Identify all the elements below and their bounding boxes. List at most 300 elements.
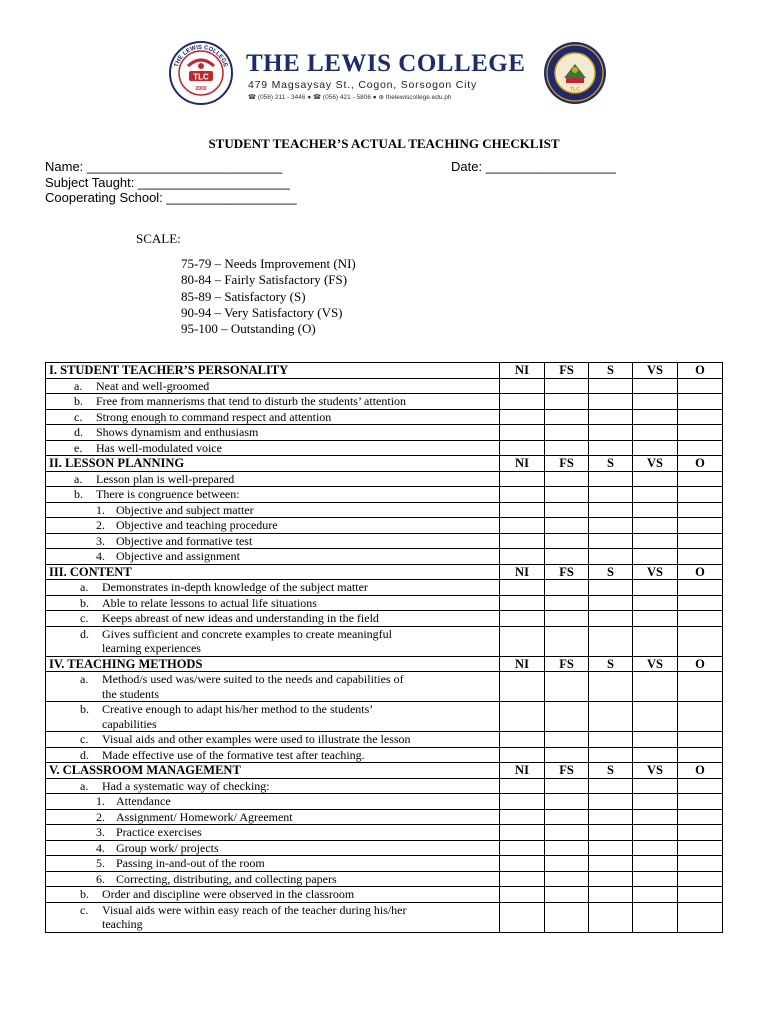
section-title: V. CLASSROOM MANAGEMENT xyxy=(46,763,500,779)
rating-cell-o[interactable] xyxy=(678,378,723,394)
college-address: 479 Magsaysay St., Cogon, Sorsogon City xyxy=(248,79,478,91)
criterion-cell xyxy=(46,502,500,518)
rating-cell-vs[interactable] xyxy=(633,887,678,903)
criterion-marker: 5. xyxy=(96,856,105,870)
rating-header-vs: VS xyxy=(633,564,678,580)
rating-cell-ni[interactable] xyxy=(500,440,545,456)
rating-cell-vs[interactable] xyxy=(633,794,678,810)
criterion-marker: b. xyxy=(74,487,83,501)
rating-cell-ni[interactable] xyxy=(500,533,545,549)
rating-cell-fs[interactable] xyxy=(545,394,589,410)
table-row xyxy=(46,747,723,763)
rating-cell-o[interactable] xyxy=(678,580,723,596)
rating-cell-vs[interactable] xyxy=(633,809,678,825)
rating-cell-vs[interactable] xyxy=(633,672,678,702)
rating-cell-s[interactable] xyxy=(589,518,633,534)
rating-header-o: O xyxy=(678,363,723,379)
rating-cell-fs[interactable] xyxy=(545,440,589,456)
table-row xyxy=(46,549,723,565)
criterion-marker: 1. xyxy=(96,502,105,517)
criterion-cell xyxy=(46,702,500,732)
criterion-marker: a. xyxy=(80,672,89,686)
rating-cell-o[interactable] xyxy=(678,394,723,410)
criterion-cell xyxy=(46,394,500,410)
rating-cell-fs[interactable] xyxy=(545,533,589,549)
rating-cell-o[interactable] xyxy=(678,856,723,872)
rating-cell-vs[interactable] xyxy=(633,487,678,503)
rating-cell-s[interactable] xyxy=(589,549,633,565)
rating-cell-fs[interactable] xyxy=(545,732,589,748)
rating-cell-fs[interactable] xyxy=(545,747,589,763)
table-row xyxy=(46,487,723,503)
rating-cell-ni[interactable] xyxy=(500,778,545,794)
criterion-cell xyxy=(46,533,500,549)
criterion-cell xyxy=(46,732,500,748)
table-row xyxy=(46,595,723,611)
rating-cell-fs[interactable] xyxy=(545,825,589,841)
rating-cell-o[interactable] xyxy=(678,595,723,611)
scale-item: 85-89 – Satisfactory (S) xyxy=(181,288,306,304)
criterion-marker: d. xyxy=(80,626,89,641)
table-row xyxy=(46,611,723,627)
rating-cell-o[interactable] xyxy=(678,809,723,825)
rating-cell-fs[interactable] xyxy=(545,702,589,732)
rating-header-s: S xyxy=(589,363,633,379)
rating-cell-ni[interactable] xyxy=(500,487,545,503)
rating-header-fs: FS xyxy=(545,456,589,472)
section-header-row xyxy=(46,456,723,472)
rating-cell-ni[interactable] xyxy=(500,518,545,534)
rating-cell-o[interactable] xyxy=(678,902,723,932)
criterion-marker: 1. xyxy=(96,794,105,808)
table-row xyxy=(46,778,723,794)
rating-cell-fs[interactable] xyxy=(545,425,589,441)
section-header-row xyxy=(46,763,723,779)
rating-cell-ni[interactable] xyxy=(500,902,545,932)
rating-cell-ni[interactable] xyxy=(500,611,545,627)
criterion-marker: 4. xyxy=(96,840,105,855)
criterion-marker: 2. xyxy=(96,809,105,824)
rating-header-ni: NI xyxy=(500,363,545,379)
logo-left-center-text: TLC xyxy=(193,72,209,82)
table-row xyxy=(46,702,723,732)
rating-cell-ni[interactable] xyxy=(500,794,545,810)
rating-cell-ni[interactable] xyxy=(500,471,545,487)
rating-cell-vs[interactable] xyxy=(633,471,678,487)
table-row xyxy=(46,626,723,656)
table-row xyxy=(46,809,723,825)
criterion-marker: 6. xyxy=(96,871,105,886)
rating-header-s: S xyxy=(589,564,633,580)
rating-cell-fs[interactable] xyxy=(545,871,589,887)
rating-cell-fs[interactable] xyxy=(545,672,589,702)
criterion-cell xyxy=(46,518,500,534)
rating-cell-vs[interactable] xyxy=(633,425,678,441)
criterion-cell xyxy=(46,778,500,794)
rating-cell-s[interactable] xyxy=(589,626,633,656)
rating-cell-ni[interactable] xyxy=(500,732,545,748)
table-row xyxy=(46,871,723,887)
rating-cell-o[interactable] xyxy=(678,747,723,763)
criterion-marker: c. xyxy=(80,902,89,917)
criterion-marker: d. xyxy=(80,747,89,762)
criterion-marker: a. xyxy=(80,580,89,594)
rating-header-o: O xyxy=(678,456,723,472)
table-row xyxy=(46,425,723,441)
criterion-cell xyxy=(46,794,500,810)
rating-cell-vs[interactable] xyxy=(633,533,678,549)
section-header-row xyxy=(46,363,723,379)
criterion-text-continued: the students xyxy=(102,686,159,701)
scale-item: 75-79 – Needs Improvement (NI) xyxy=(181,256,356,271)
section-header-row xyxy=(46,656,723,672)
rating-cell-fs[interactable] xyxy=(545,856,589,872)
rating-cell-ni[interactable] xyxy=(500,409,545,425)
rating-cell-s[interactable] xyxy=(589,778,633,794)
rating-cell-ni[interactable] xyxy=(500,840,545,856)
rating-cell-vs[interactable] xyxy=(633,871,678,887)
criterion-text: Creative enough to adapt his/her method to the students’ xyxy=(102,702,374,716)
rating-cell-s[interactable] xyxy=(589,840,633,856)
criterion-text: Objective and assignment xyxy=(116,549,240,563)
rating-header-ni: NI xyxy=(500,763,545,779)
criterion-text: Shows dynamism and enthusiasm xyxy=(96,425,259,439)
table-row xyxy=(46,440,723,456)
rating-cell-fs[interactable] xyxy=(545,611,589,627)
rating-cell-o[interactable] xyxy=(678,794,723,810)
rating-cell-o[interactable] xyxy=(678,425,723,441)
rating-cell-vs[interactable] xyxy=(633,747,678,763)
name-field[interactable]: Name: ___________________________ xyxy=(45,159,283,174)
rating-cell-fs[interactable] xyxy=(545,809,589,825)
criterion-text: Objective and teaching procedure xyxy=(116,518,278,532)
rating-cell-fs[interactable] xyxy=(545,409,589,425)
criterion-text: Method/s used was/were suited to the needs and capabilities of xyxy=(102,672,404,686)
criterion-text: Able to relate lessons to actual life situations xyxy=(102,595,317,610)
criterion-cell xyxy=(46,471,500,487)
criterion-text: Objective and formative test xyxy=(116,533,253,548)
scale-item: 90-94 – Very Satisfactory (VS) xyxy=(181,304,343,320)
rating-cell-ni[interactable] xyxy=(500,394,545,410)
criterion-marker: 3. xyxy=(96,825,105,839)
rating-cell-ni[interactable] xyxy=(500,702,545,732)
table-row xyxy=(46,732,723,748)
criterion-marker: a. xyxy=(74,471,83,486)
rating-cell-ni[interactable] xyxy=(500,502,545,518)
logo-left-ring-text: THE LEWIS COLLEGE xyxy=(173,44,229,68)
criterion-text: Lesson plan is well-prepared xyxy=(96,471,235,486)
rating-cell-vs[interactable] xyxy=(633,580,678,596)
rating-cell-s[interactable] xyxy=(589,871,633,887)
section-header-row xyxy=(46,564,723,580)
rating-cell-vs[interactable] xyxy=(633,856,678,872)
criterion-text-continued: teaching xyxy=(102,917,143,931)
rating-cell-fs[interactable] xyxy=(545,902,589,932)
rating-cell-s[interactable] xyxy=(589,580,633,596)
criterion-cell xyxy=(46,887,500,903)
rating-cell-vs[interactable] xyxy=(633,378,678,394)
criterion-marker: b. xyxy=(74,394,83,408)
rating-cell-fs[interactable] xyxy=(545,502,589,518)
rating-cell-ni[interactable] xyxy=(500,378,545,394)
cooperating-school-field[interactable]: Cooperating School: __________________ xyxy=(45,190,297,205)
criterion-cell xyxy=(46,902,500,932)
rating-cell-s[interactable] xyxy=(589,409,633,425)
rating-cell-fs[interactable] xyxy=(545,778,589,794)
rating-header-vs: VS xyxy=(633,363,678,379)
logo-left-year-text: 2000 xyxy=(195,86,207,92)
rating-cell-ni[interactable] xyxy=(500,747,545,763)
rating-cell-ni[interactable] xyxy=(500,887,545,903)
criterion-cell xyxy=(46,549,500,565)
table-row xyxy=(46,887,723,903)
criterion-cell xyxy=(46,580,500,596)
table-row xyxy=(46,378,723,394)
rating-cell-vs[interactable] xyxy=(633,732,678,748)
rating-cell-s[interactable] xyxy=(589,533,633,549)
table-row xyxy=(46,518,723,534)
rating-cell-o[interactable] xyxy=(678,533,723,549)
table-row xyxy=(46,672,723,702)
rating-cell-o[interactable] xyxy=(678,487,723,503)
rating-cell-o[interactable] xyxy=(678,702,723,732)
letterhead xyxy=(168,40,608,108)
criterion-text: There is congruence between: xyxy=(96,487,240,501)
criterion-cell xyxy=(46,425,500,441)
criterion-cell xyxy=(46,871,500,887)
rating-cell-ni[interactable] xyxy=(500,626,545,656)
rating-header-vs: VS xyxy=(633,456,678,472)
rating-cell-vs[interactable] xyxy=(633,518,678,534)
rating-cell-fs[interactable] xyxy=(545,549,589,565)
criterion-cell xyxy=(46,747,500,763)
criterion-text: Group work/ projects xyxy=(116,840,219,855)
date-field[interactable]: Date: __________________ xyxy=(451,159,616,174)
criterion-marker: c. xyxy=(80,611,89,625)
criterion-marker: c. xyxy=(80,732,89,746)
criterion-text: Demonstrates in-depth knowledge of the subject matter xyxy=(102,580,368,594)
rating-cell-ni[interactable] xyxy=(500,580,545,596)
criterion-marker: 3. xyxy=(96,533,105,548)
rating-cell-vs[interactable] xyxy=(633,549,678,565)
rating-cell-o[interactable] xyxy=(678,440,723,456)
college-contact: ☎ (056) 211 - 3446 ● ☎ (056) 421 - 5806 ● ⊕ thelewiscollege.edu.ph xyxy=(248,94,452,101)
criterion-text: Visual aids were within easy reach of the teacher during his/her xyxy=(102,902,407,917)
rating-cell-s[interactable] xyxy=(589,732,633,748)
criterion-text: Attendance xyxy=(116,794,171,808)
rating-header-fs: FS xyxy=(545,656,589,672)
rating-cell-ni[interactable] xyxy=(500,672,545,702)
criterion-marker: b. xyxy=(80,702,89,716)
rating-cell-vs[interactable] xyxy=(633,611,678,627)
criterion-cell xyxy=(46,672,500,702)
section-title: III. CONTENT xyxy=(46,564,500,580)
rating-header-s: S xyxy=(589,656,633,672)
rating-cell-s[interactable] xyxy=(589,902,633,932)
rating-cell-s[interactable] xyxy=(589,440,633,456)
criterion-text: Strong enough to command respect and attention xyxy=(96,409,332,424)
criterion-text: Visual aids and other examples were used to illustrate the lesson xyxy=(102,732,411,746)
subject-field[interactable]: Subject Taught: _____________________ xyxy=(45,175,290,190)
criterion-marker: a. xyxy=(80,778,89,793)
rating-cell-vs[interactable] xyxy=(633,702,678,732)
criterion-cell xyxy=(46,840,500,856)
criterion-text: Practice exercises xyxy=(116,825,202,839)
rating-cell-ni[interactable] xyxy=(500,871,545,887)
criterion-marker: b. xyxy=(80,887,89,901)
table-row xyxy=(46,856,723,872)
rating-cell-vs[interactable] xyxy=(633,840,678,856)
rating-header-ni: NI xyxy=(500,456,545,472)
rating-cell-o[interactable] xyxy=(678,409,723,425)
rating-cell-ni[interactable] xyxy=(500,825,545,841)
criterion-text: Objective and subject matter xyxy=(116,502,254,517)
rating-cell-o[interactable] xyxy=(678,518,723,534)
criterion-cell xyxy=(46,378,500,394)
section-title: IV. TEACHING METHODS xyxy=(46,656,500,672)
rating-cell-fs[interactable] xyxy=(545,518,589,534)
scale-item: 95-100 – Outstanding (O) xyxy=(181,321,316,337)
rating-header-o: O xyxy=(678,656,723,672)
rating-cell-o[interactable] xyxy=(678,887,723,903)
criterion-cell xyxy=(46,611,500,627)
criterion-text-continued: capabilities xyxy=(102,716,157,731)
criterion-marker: b. xyxy=(80,595,89,610)
criterion-text-continued: learning experiences xyxy=(102,641,201,655)
rating-cell-o[interactable] xyxy=(678,626,723,656)
rating-cell-s[interactable] xyxy=(589,672,633,702)
rating-cell-o[interactable] xyxy=(678,825,723,841)
rating-cell-s[interactable] xyxy=(589,825,633,841)
criterion-cell xyxy=(46,440,500,456)
rating-cell-ni[interactable] xyxy=(500,856,545,872)
table-row xyxy=(46,902,723,932)
rating-cell-vs[interactable] xyxy=(633,394,678,410)
criterion-text: Order and discipline were observed in the classroom xyxy=(102,887,355,901)
rating-cell-fs[interactable] xyxy=(545,626,589,656)
rating-cell-fs[interactable] xyxy=(545,471,589,487)
table-row xyxy=(46,825,723,841)
rating-cell-vs[interactable] xyxy=(633,409,678,425)
rating-cell-ni[interactable] xyxy=(500,809,545,825)
criterion-cell xyxy=(46,487,500,503)
rating-header-s: S xyxy=(589,456,633,472)
teacher-education-seal-logo xyxy=(542,40,608,106)
rating-cell-o[interactable] xyxy=(678,611,723,627)
criterion-marker: 4. xyxy=(96,549,105,563)
criterion-cell xyxy=(46,825,500,841)
criterion-text: Made effective use of the formative test after teaching. xyxy=(102,747,365,762)
rating-header-s: S xyxy=(589,763,633,779)
table-row xyxy=(46,471,723,487)
rating-header-vs: VS xyxy=(633,656,678,672)
rating-cell-s[interactable] xyxy=(589,378,633,394)
rating-cell-s[interactable] xyxy=(589,502,633,518)
rating-cell-ni[interactable] xyxy=(500,425,545,441)
rating-cell-vs[interactable] xyxy=(633,440,678,456)
teaching-checklist-table xyxy=(45,362,723,933)
rating-cell-fs[interactable] xyxy=(545,487,589,503)
criterion-marker: c. xyxy=(74,409,83,424)
rating-cell-o[interactable] xyxy=(678,840,723,856)
rating-cell-s[interactable] xyxy=(589,611,633,627)
rating-header-ni: NI xyxy=(500,656,545,672)
rating-cell-o[interactable] xyxy=(678,672,723,702)
rating-cell-o[interactable] xyxy=(678,732,723,748)
section-title: I. STUDENT TEACHER’S PERSONALITY xyxy=(46,363,500,379)
rating-cell-o[interactable] xyxy=(678,549,723,565)
rating-cell-vs[interactable] xyxy=(633,595,678,611)
rating-header-fs: FS xyxy=(545,363,589,379)
criterion-cell xyxy=(46,409,500,425)
criterion-text: Has well-modulated voice xyxy=(96,440,222,455)
rating-cell-fs[interactable] xyxy=(545,595,589,611)
table-row xyxy=(46,840,723,856)
rating-cell-s[interactable] xyxy=(589,747,633,763)
criterion-cell xyxy=(46,626,500,656)
criterion-text: Passing in-and-out of the room xyxy=(116,856,265,870)
rating-header-o: O xyxy=(678,763,723,779)
rating-cell-s[interactable] xyxy=(589,471,633,487)
rating-cell-vs[interactable] xyxy=(633,825,678,841)
rating-cell-s[interactable] xyxy=(589,794,633,810)
rating-header-vs: VS xyxy=(633,763,678,779)
table-row xyxy=(46,409,723,425)
table-row xyxy=(46,580,723,596)
rating-header-fs: FS xyxy=(545,763,589,779)
rating-cell-s[interactable] xyxy=(589,487,633,503)
rating-cell-s[interactable] xyxy=(589,887,633,903)
rating-cell-fs[interactable] xyxy=(545,580,589,596)
rating-cell-vs[interactable] xyxy=(633,902,678,932)
rating-cell-s[interactable] xyxy=(589,809,633,825)
rating-cell-o[interactable] xyxy=(678,871,723,887)
table-row xyxy=(46,794,723,810)
rating-cell-fs[interactable] xyxy=(545,840,589,856)
table-row xyxy=(46,502,723,518)
rating-cell-fs[interactable] xyxy=(545,887,589,903)
rating-header-ni: NI xyxy=(500,564,545,580)
rating-cell-vs[interactable] xyxy=(633,778,678,794)
rating-cell-vs[interactable] xyxy=(633,626,678,656)
criterion-marker: e. xyxy=(74,440,83,455)
rating-cell-ni[interactable] xyxy=(500,595,545,611)
rating-cell-o[interactable] xyxy=(678,778,723,794)
rating-header-o: O xyxy=(678,564,723,580)
rating-cell-s[interactable] xyxy=(589,394,633,410)
criterion-text: Free from mannerisms that tend to disturb the students’ attention xyxy=(96,394,407,408)
rating-cell-ni[interactable] xyxy=(500,549,545,565)
rating-cell-fs[interactable] xyxy=(545,378,589,394)
criterion-marker: d. xyxy=(74,425,83,439)
rating-cell-s[interactable] xyxy=(589,702,633,732)
criterion-marker: a. xyxy=(74,378,83,393)
rating-cell-vs[interactable] xyxy=(633,502,678,518)
college-name: THE LEWIS COLLEGE xyxy=(246,50,526,77)
criterion-text: Correcting, distributing, and collecting papers xyxy=(116,871,337,886)
scale-item: 80-84 – Fairly Satisfactory (FS) xyxy=(181,272,348,288)
rating-cell-o[interactable] xyxy=(678,502,723,518)
rating-cell-s[interactable] xyxy=(589,425,633,441)
rating-cell-s[interactable] xyxy=(589,856,633,872)
criterion-cell xyxy=(46,595,500,611)
rating-cell-o[interactable] xyxy=(678,471,723,487)
criterion-marker: 2. xyxy=(96,518,105,532)
rating-header-fs: FS xyxy=(545,564,589,580)
rating-cell-s[interactable] xyxy=(589,595,633,611)
rating-cell-fs[interactable] xyxy=(545,794,589,810)
criterion-text: Assignment/ Homework/ Agreement xyxy=(116,809,293,824)
